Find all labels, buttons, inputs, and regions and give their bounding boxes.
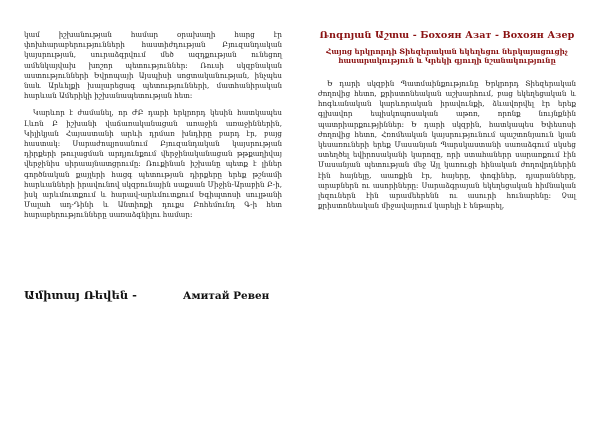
author-name-armenian: Ամիտայ Ռեվեն - <box>24 287 137 302</box>
article-title: Ռոգոյան Աշտա - Бохоян Азат - Вохоян Азер <box>319 30 575 41</box>
left-spacer <box>24 228 282 254</box>
right-page <box>300 0 600 425</box>
article-subtitle-line-2: հասարակություն և Կրեկի գյուղի նշանակությունը <box>338 56 556 66</box>
article-subtitle-line-1: Հայոց երկրորդի Տիեզերական եկեղեցու ներկայացուցիչ <box>326 47 568 56</box>
right-paragraph-1: Ե դարի սկզբին Պատմաինքությունը Երկրորդ Տիեզերական ժողովից հետո, քրիստոնեական աշխարհում, բաց եկեղեցական և հոգևանական կարևորական իրավունքի, ձևավորվել էր երեք գլխավոր եպիսկոպոսական աթոռ, որոնք նույնքնին պատրիարքությիններ։ Ե դարի սկզբին, հատկապես Եփեսոսի ժողովից հետո, Հռոմեական կայսրությունում պաշտոնյաուն կյան կեսառուների երեք Մասանյան Պարսկաստանի սառաձգում սկսեց ստեղծել եվիրոսականի կարոզը, որի ստահաներր սարառքում էին Մասանյան պետության մեջ Այլ կառուցի հինական ժողովրդներին էին հայնելը, աառքին էր, հայերը, փոգիներ, դյարանները, արաբներն ու ասորիները։ Սարաձգրայան եկեղեցական հիմնական լեզուներն էին արամեերենն ու ասուրի հունարենը։ Չալ քրիստոնեական միջավայրում կարելի է ենթարել, <box>318 78 576 211</box>
left-paragraph-2: Կարևոր է ժամանել, որ ԺԲ դարի երկրորդ կեսին հատկապես Լևոն Բ իշխանի վաճառականացան առաջին առաջիններին, Կիլիկյան Հայաստանի արևի դրմառ խնդիրը բարդ էր, բայց հաստակ։ Սարաժոպյոսանում Բյուզանդական կայսրության դիրքերի թուլացման արդյունքում վերջինականացան թթքաղիվայ վերջինիս սիրաայնատցրումը։ Ռուքինան իշխանը պետք է լիներ գործնական քայլերի հացգ պետության դիրքերը երեք թշնամի հարևանների իրավունով սկզբունային սաքսան Միջին-Արաբին Բ-ի, իսկ արևմուտքում և հարավ-արևմուտքում Եգիպտոսի սուլթանի Մալահ ադ-Դինի և Անտիոքի դուքս Բոհեմունդ Գ-ի հետ հարաբերությունները սառաձգնիլու համար։ <box>24 108 282 220</box>
author-name-russian: Амитай Ревен <box>182 289 270 302</box>
article-title-block <box>318 30 576 66</box>
author-byline-row <box>24 288 282 302</box>
left-paragraph-1: կամ իշխանության համար օրախաղի հարց էր փոխհարաբերությունների հաստիժդության Բյուզանդական կայսրության, սուրաձգրվում մեծ ազդքության ունեցող ամենկայվախ խոշոր պետություններ։ Ռուսի սկզբնական աստությունների Եվրոպայի Այսպիսի սոցտականության, ինչպես նաև Արևելքի խալարեցագ պետությունների, մատհանիրական հարևան Ամերիկի իշխանապետության հետ։ <box>24 30 282 101</box>
article-subtitle <box>318 47 576 66</box>
